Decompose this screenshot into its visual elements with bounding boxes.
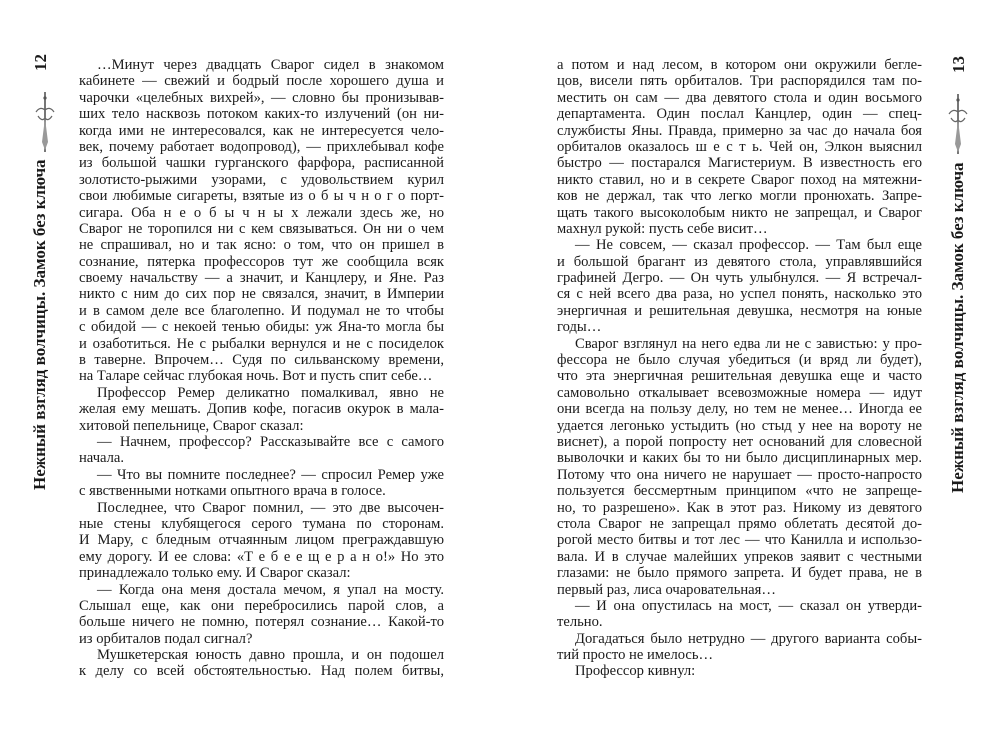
text-line: Мушкетерская юность давно прошла, и он подошел <box>97 647 444 664</box>
text-line: кабинете — свежий и бодрый после хорошего душа и <box>79 73 444 90</box>
text-line: Профессор кивнул: <box>575 663 696 680</box>
text-line: орбиталов оказалось ш е с т ь. Чей он, Элкон выяснил <box>557 138 922 155</box>
text-line: — Начнем, профессор? Рассказывайте все с самого <box>97 433 444 450</box>
text-line: цов, висели пять орбиталов. Три распорядился там по- <box>557 73 922 90</box>
text-line: стола Сварог не запрещал прямо облетать десятой до- <box>557 515 922 532</box>
page-number: 13 <box>949 56 968 73</box>
text-line: тельно. <box>557 614 603 631</box>
text-line: не спрашивал, но и так ясно: о том, что он пришел в <box>79 237 444 254</box>
text-line: век, почему работает водопровод), — прихлебывал кофе <box>79 138 444 155</box>
text-line: быстро — постарался Магистериум. В известность его <box>557 155 922 172</box>
text-line: хитовой пепельнице, Сварог сказал: <box>79 417 304 434</box>
text-line: вала. И в случае малейших упреков заявит с честными <box>557 548 922 565</box>
text-line: в таверне. Впрочем… Судя по сильванскому времени, <box>79 352 444 369</box>
text-line: ему дорогу. И ее слова: «Т е б е е щ е р а н о!» Но это <box>79 548 444 565</box>
text-line: никто ставил, но и в секрете Сварог поход на мятежни- <box>557 171 922 188</box>
text-line: принадлежало только ему. И Сварог сказал: <box>79 565 351 582</box>
text-line: из орбиталов подал сигнал? <box>79 630 253 647</box>
text-line: Слышал еще, как они перебросились парой слов, а <box>79 597 444 614</box>
text-line: они всегда на пользу делу, но тем не менее… Иногда ее <box>557 401 922 418</box>
right-text-column <box>557 57 922 680</box>
text-line: ные стены клубящегося серого тумана по сторонам. <box>79 515 444 532</box>
text-line: департамента. Один послал Канцлер, один — спец- <box>557 106 922 123</box>
page-number: 12 <box>31 54 50 71</box>
left-text-column <box>79 57 444 680</box>
text-line: виснет), а порой попросту нет оснований для словесной <box>557 433 922 450</box>
text-line: …Минут через двадцать Сварог сидел в знакомом <box>97 57 444 73</box>
text-line: энергичная и решительная девушка, несмотря на юные <box>557 302 922 319</box>
text-line: из большой чашки гурганского фарфора, расписанной <box>79 155 444 172</box>
text-line: с явственными нотками опытного врача в голосе. <box>79 483 386 500</box>
text-line: щать такого высоколобым никто не запрещал, и Сварог <box>557 204 922 221</box>
text-line: местить он сам — два девятого стола и один восьмого <box>557 89 922 106</box>
text-line: Догадаться было нетрудно — другого варианта собы- <box>575 630 922 647</box>
text-line: Последнее, что Сварог помнил, — это две высочен- <box>97 499 444 516</box>
text-line: махнул рукой: пусть себе висит… <box>557 220 768 237</box>
text-line: золотисто-рыжими узорами, с удовольствием курил <box>79 171 444 188</box>
right-page <box>500 0 1000 750</box>
text-line: глазами: не было прямого запрета. И будет права, не в <box>557 565 922 582</box>
sword-ornament-icon <box>947 94 969 154</box>
text-line: и в самом деле все благолепно. И подумал не то чтобы <box>79 302 444 319</box>
text-line: Профессор Ремер деликатно помалкивал, явно не <box>97 384 444 401</box>
text-line: и озаботиться. Не с рыбалки вернулся и не с посиделок <box>79 335 444 352</box>
text-line: выволочки и каких бы то ни было дисциплинарных мер. <box>557 450 922 467</box>
text-line: с обидой — с некоей тенью обиды: уж Яна-то могла бы <box>79 319 444 336</box>
text-line: к делу со всей обстоятельностью. Над полем битвы, <box>79 663 444 680</box>
running-head-title: Нежный взгляд волчицы. Замок без ключа <box>30 159 49 490</box>
sword-ornament-icon <box>34 92 56 152</box>
text-line: фессора не было случая убедиться (и вряд ли будет), <box>557 352 922 369</box>
text-line: и большой брагант из девятого стола, управлявшийся <box>557 253 922 270</box>
text-line: начала. <box>79 450 125 467</box>
text-line: но, то разрешено». Как в этот раз. Никому из девятого <box>557 499 922 516</box>
text-line: — Что вы помните последнее? — спросил Ремер уже <box>97 466 444 483</box>
running-head-title: Нежный взгляд волчицы. Замок без ключа <box>948 162 967 493</box>
text-line: Сварог взглянул на него едва ли не с завистью: у про- <box>575 335 922 352</box>
text-line: тий просто не имелось… <box>557 647 714 664</box>
text-line: — И она опустилась на мост, — сказал он утверди- <box>575 597 922 614</box>
text-line: сигара. Оба н е о б ы ч н ы х лежали здесь же, но <box>79 204 444 221</box>
text-line: Потому что она ничего не нарушает — просто-напросто <box>557 466 922 483</box>
text-line: первый раз, лиса очаровательная… <box>557 581 776 598</box>
text-line: никто с ним до сих пор не связался, значит, в Империи <box>79 286 444 303</box>
text-line: сознание, пятерка профессоров тут же сообщила всяк <box>79 253 444 270</box>
text-line: своему начальству — а значит, и Канцлеру, и Яне. Раз <box>79 270 444 287</box>
text-line: ших тело насквозь потоком каких-то излучений (он ни- <box>79 106 444 123</box>
text-line: больше ничего не помню, потерял сознание… Какой-то <box>79 614 444 631</box>
text-line: годы… <box>557 319 602 336</box>
text-line: ся с ней всего два раза, но успел понять, насколько это <box>557 286 922 303</box>
text-line: рогой место битвы и тот лес — что Канилла и использо- <box>557 532 922 549</box>
text-line: пользуется бессмертным принципом «что не запреще- <box>557 483 922 500</box>
text-line: Сварог не торопился ни с кем связываться. Он ни о чем <box>79 220 444 237</box>
text-line: И Мару, с бледным отчаянным лицом преграждавшую <box>79 532 444 549</box>
text-line: желая ему мешать. Допив кофе, погасив окурок в мала- <box>79 401 444 418</box>
text-line: что эта энергичная решительная девушка еще и часто <box>557 368 922 385</box>
text-line: чарочки «целебных вихрей», — словно бы пронизывав- <box>79 89 444 106</box>
text-line: — Когда она меня достала мечом, я упал на мосту. <box>97 581 444 598</box>
text-line: когда ими не интересовался, как не интересуется чело- <box>79 122 444 139</box>
text-line: ков не держал, так что легко могли пронюхать. Запре- <box>557 188 922 205</box>
text-line: — Не совсем, — сказал профессор. — Там был еще <box>575 237 922 254</box>
text-line: графиней Дегро. — Он чуть улыбнулся. — Я встречал- <box>557 270 922 287</box>
text-line: а потом и над лесом, в котором они окружили бегле- <box>557 57 922 73</box>
text-line: службисты Яны. Правда, примерно за час до начала боя <box>557 122 922 139</box>
text-line: самовольно откалывает всевозможные номера — идут <box>557 384 922 401</box>
text-line: на Таларе сейчас глубокая ночь. Вот и пусть спит себе… <box>79 368 433 385</box>
text-line: удается легонько устыдить (но стыд у нее на вороту не <box>557 417 922 434</box>
text-line: свои любимые сигареты, взятые из о б ы ч н о г о порт- <box>79 188 444 205</box>
